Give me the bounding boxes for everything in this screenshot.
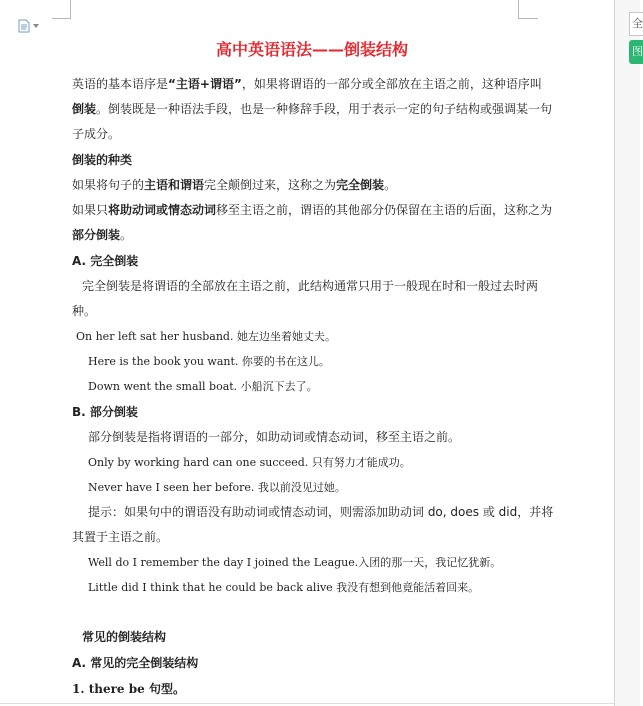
page-corner-marks — [52, 0, 538, 18]
text-run: 。 — [120, 228, 133, 242]
page-title: 高中英语语法——倒装结构 — [215, 40, 408, 59]
tip-line-2: 其置于主语之前。 — [72, 530, 169, 544]
intro-line-2 — [72, 97, 553, 122]
bold-run: 部分倒装 — [72, 228, 121, 242]
section-b-desc: 部分倒装是指将谓语的一部分，如助动词或情态动词，移至主语之前。 — [88, 430, 461, 444]
document-icon — [18, 19, 30, 33]
text-run: 如果只 — [72, 203, 109, 217]
list-item-1: 1. there be 句型。 — [72, 682, 185, 696]
corner-mark-left — [70, 0, 71, 18]
text-run: 完全颠倒过来，这称之为 — [204, 178, 337, 192]
example-line: Little did I think that he could be back alive 我没有想到他竟能活着回来。 — [88, 581, 480, 594]
bold-run: 将助动词或情态动词 — [108, 203, 217, 217]
text-run: ，如果将谓语的一部分或全部放在主语之前，这种语序叫 — [241, 77, 542, 91]
text-run: 。倒装既是一种语法手段，也是一种修辞手段，用于表示一定的句子结构或强调某一句 — [96, 102, 553, 116]
bold-run: “主语+谓语” — [168, 77, 242, 91]
section-b-heading: B. 部分倒装 — [72, 405, 138, 419]
text-run: 移至主语之前，谓语的其他部分仍保留在主语的后面，这称之为 — [216, 203, 553, 217]
partial-inversion-definition-line-1 — [72, 198, 553, 223]
text-run: 。 — [384, 178, 397, 192]
chevron-down-icon — [33, 24, 39, 28]
right-side-panel — [615, 0, 640, 706]
example-line: Down went the small boat. 小船沉下去了。 — [88, 380, 318, 393]
corner-mark-right — [518, 0, 519, 18]
intro-line-3: 子成分。 — [72, 127, 121, 141]
text-run: 如果将句子的 — [72, 178, 145, 192]
section-a-desc-line-2: 种。 — [72, 304, 97, 318]
spacer — [72, 600, 522, 624]
text-run: 英语的基本语序是 — [72, 77, 169, 91]
common-full-inversion-heading: A. 常见的完全倒装结构 — [72, 656, 199, 670]
example-line: On her left sat her husband. 她左边坐着她丈夫。 — [76, 330, 336, 343]
section-a-heading: A. 完全倒装 — [72, 254, 139, 268]
document-menu-button[interactable] — [18, 18, 44, 34]
corner-mark-left-h — [52, 18, 71, 19]
corner-mark-right-h — [518, 18, 538, 19]
intro-line-1 — [72, 72, 542, 97]
side-tab-green[interactable]: 图 — [629, 40, 643, 64]
example-line: Only by working hard can one succeed. 只有努力才能成功。 — [88, 456, 411, 469]
example-line: Well do I remember the day I joined the League.入团的那一天，我记忆犹新。 — [88, 556, 502, 569]
types-heading: 倒装的种类 — [72, 153, 133, 167]
page-bottom-edge — [0, 703, 614, 704]
side-tab-top[interactable]: 全 — [629, 12, 643, 36]
bold-run: 倒装 — [72, 102, 97, 116]
bold-run: 主语和谓语 — [144, 178, 205, 192]
bold-run: 完全倒装 — [336, 178, 385, 192]
common-structures-heading: 常见的倒装结构 — [82, 630, 167, 644]
example-line: Here is the book you want. 你要的书在这儿。 — [88, 355, 330, 368]
tip-line-1: 提示：如果句中的谓语没有助动词或情态动词，则需添加助动词 do, does 或 did，并将 — [88, 505, 554, 519]
document-body — [72, 38, 554, 702]
example-line: Never have I seen her before. 我以前没见过她。 — [88, 481, 346, 494]
section-a-desc-line-1: 完全倒装是将谓语的全部放在主语之前，此结构通常只用于一般现在时和一般过去时两 — [82, 279, 539, 293]
partial-inversion-definition-line-2 — [72, 223, 522, 248]
full-inversion-definition — [72, 173, 522, 198]
